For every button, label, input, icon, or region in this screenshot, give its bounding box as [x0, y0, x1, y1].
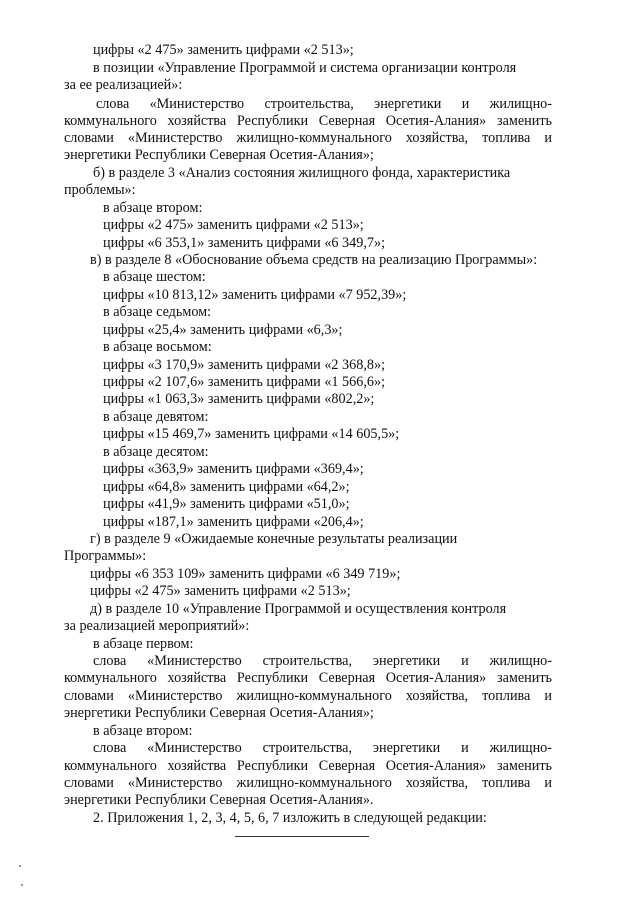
- text-line: цифры «3 170,9» заменить цифрами «2 368,8»;: [103, 357, 386, 373]
- scan-speck: [21, 884, 23, 886]
- text-line: слова «Министерство строительства, энергетики и жилищно-: [93, 740, 552, 756]
- text-line: цифры «1 063,3» заменить цифрами «802,2»;: [103, 391, 375, 407]
- text-line: проблемы»:: [64, 182, 136, 198]
- text-line: в) в разделе 8 «Обоснование объема средств на реализацию Программы»:: [90, 252, 538, 268]
- text-line: коммунального хозяйства Республики Северная Осетия-Алания» заменить: [64, 113, 552, 129]
- text-line: энергетики Республики Северная Осетия-Алания»;: [64, 147, 374, 163]
- text-line: 2. Приложения 1, 2, 3, 4, 5, 6, 7 изложить в следующей редакции:: [93, 810, 487, 826]
- text-line: цифры «2 475» заменить цифрами «2 513»;: [93, 42, 354, 58]
- text-line: цифры «15 469,7» заменить цифрами «14 605,5»;: [103, 426, 400, 442]
- text-line: в абзаце десятом:: [103, 444, 209, 460]
- text-line: цифры «25,4» заменить цифрами «6,3»;: [103, 322, 343, 338]
- text-line: цифры «2 475» заменить цифрами «2 513»;: [90, 583, 351, 599]
- closing-rule: [235, 836, 369, 837]
- text-line: в абзаце шестом:: [103, 269, 206, 285]
- text-line: цифры «363,9» заменить цифрами «369,4»;: [103, 461, 364, 477]
- text-line: в позиции «Управление Программой и система организации контроля: [93, 60, 517, 76]
- text-line: д) в разделе 10 «Управление Программой и осуществления контроля: [90, 601, 507, 617]
- text-line: в абзаце втором:: [103, 200, 203, 216]
- text-line: цифры «2 107,6» заменить цифрами «1 566,6»;: [103, 374, 386, 390]
- text-line: словами «Министерство жилищно-коммунального хозяйства, топлива и: [64, 130, 552, 146]
- text-line: цифры «10 813,12» заменить цифрами «7 952,39»;: [103, 287, 407, 303]
- text-line: цифры «187,1» заменить цифрами «206,4»;: [103, 514, 364, 530]
- text-line: слова «Министерство строительства, энергетики и жилищно-: [96, 96, 552, 112]
- text-line: словами «Министерство жилищно-коммунального хозяйства, топлива и: [64, 688, 552, 704]
- text-line: в абзаце седьмом:: [103, 304, 212, 320]
- text-line: за ее реализацией»:: [64, 77, 183, 93]
- text-line: за реализацией мероприятий»:: [64, 618, 250, 634]
- text-line: слова «Министерство строительства, энергетики и жилищно-: [93, 653, 552, 669]
- text-line: цифры «2 475» заменить цифрами «2 513»;: [103, 217, 364, 233]
- text-line: цифры «64,8» заменить цифрами «64,2»;: [103, 479, 350, 495]
- text-line: в абзаце девятом:: [103, 409, 209, 425]
- text-line: цифры «6 353,1» заменить цифрами «6 349,7»;: [103, 235, 386, 251]
- text-line: словами «Министерство жилищно-коммунального хозяйства, топлива и: [64, 775, 552, 791]
- text-line: б) в разделе 3 «Анализ состояния жилищного фонда, характеристика: [93, 165, 511, 181]
- text-line: энергетики Республики Северная Осетия-Алания».: [64, 792, 374, 808]
- text-line: Программы»:: [64, 548, 147, 564]
- text-line: энергетики Республики Северная Осетия-Алания»;: [64, 705, 374, 721]
- text-line: коммунального хозяйства Республики Северная Осетия-Алания» заменить: [64, 758, 552, 774]
- text-line: цифры «41,9» заменить цифрами «51,0»;: [103, 496, 350, 512]
- text-line: г) в разделе 9 «Ожидаемые конечные результаты реализации: [90, 531, 458, 547]
- text-line: в абзаце втором:: [93, 723, 193, 739]
- text-line: цифры «6 353 109» заменить цифрами «6 349 719»;: [90, 566, 401, 582]
- text-line: коммунального хозяйства Республики Северная Осетия-Алания» заменить: [64, 670, 552, 686]
- scan-speck: [19, 865, 21, 867]
- text-line: в абзаце первом:: [93, 636, 194, 652]
- text-line: в абзаце восьмом:: [103, 339, 212, 355]
